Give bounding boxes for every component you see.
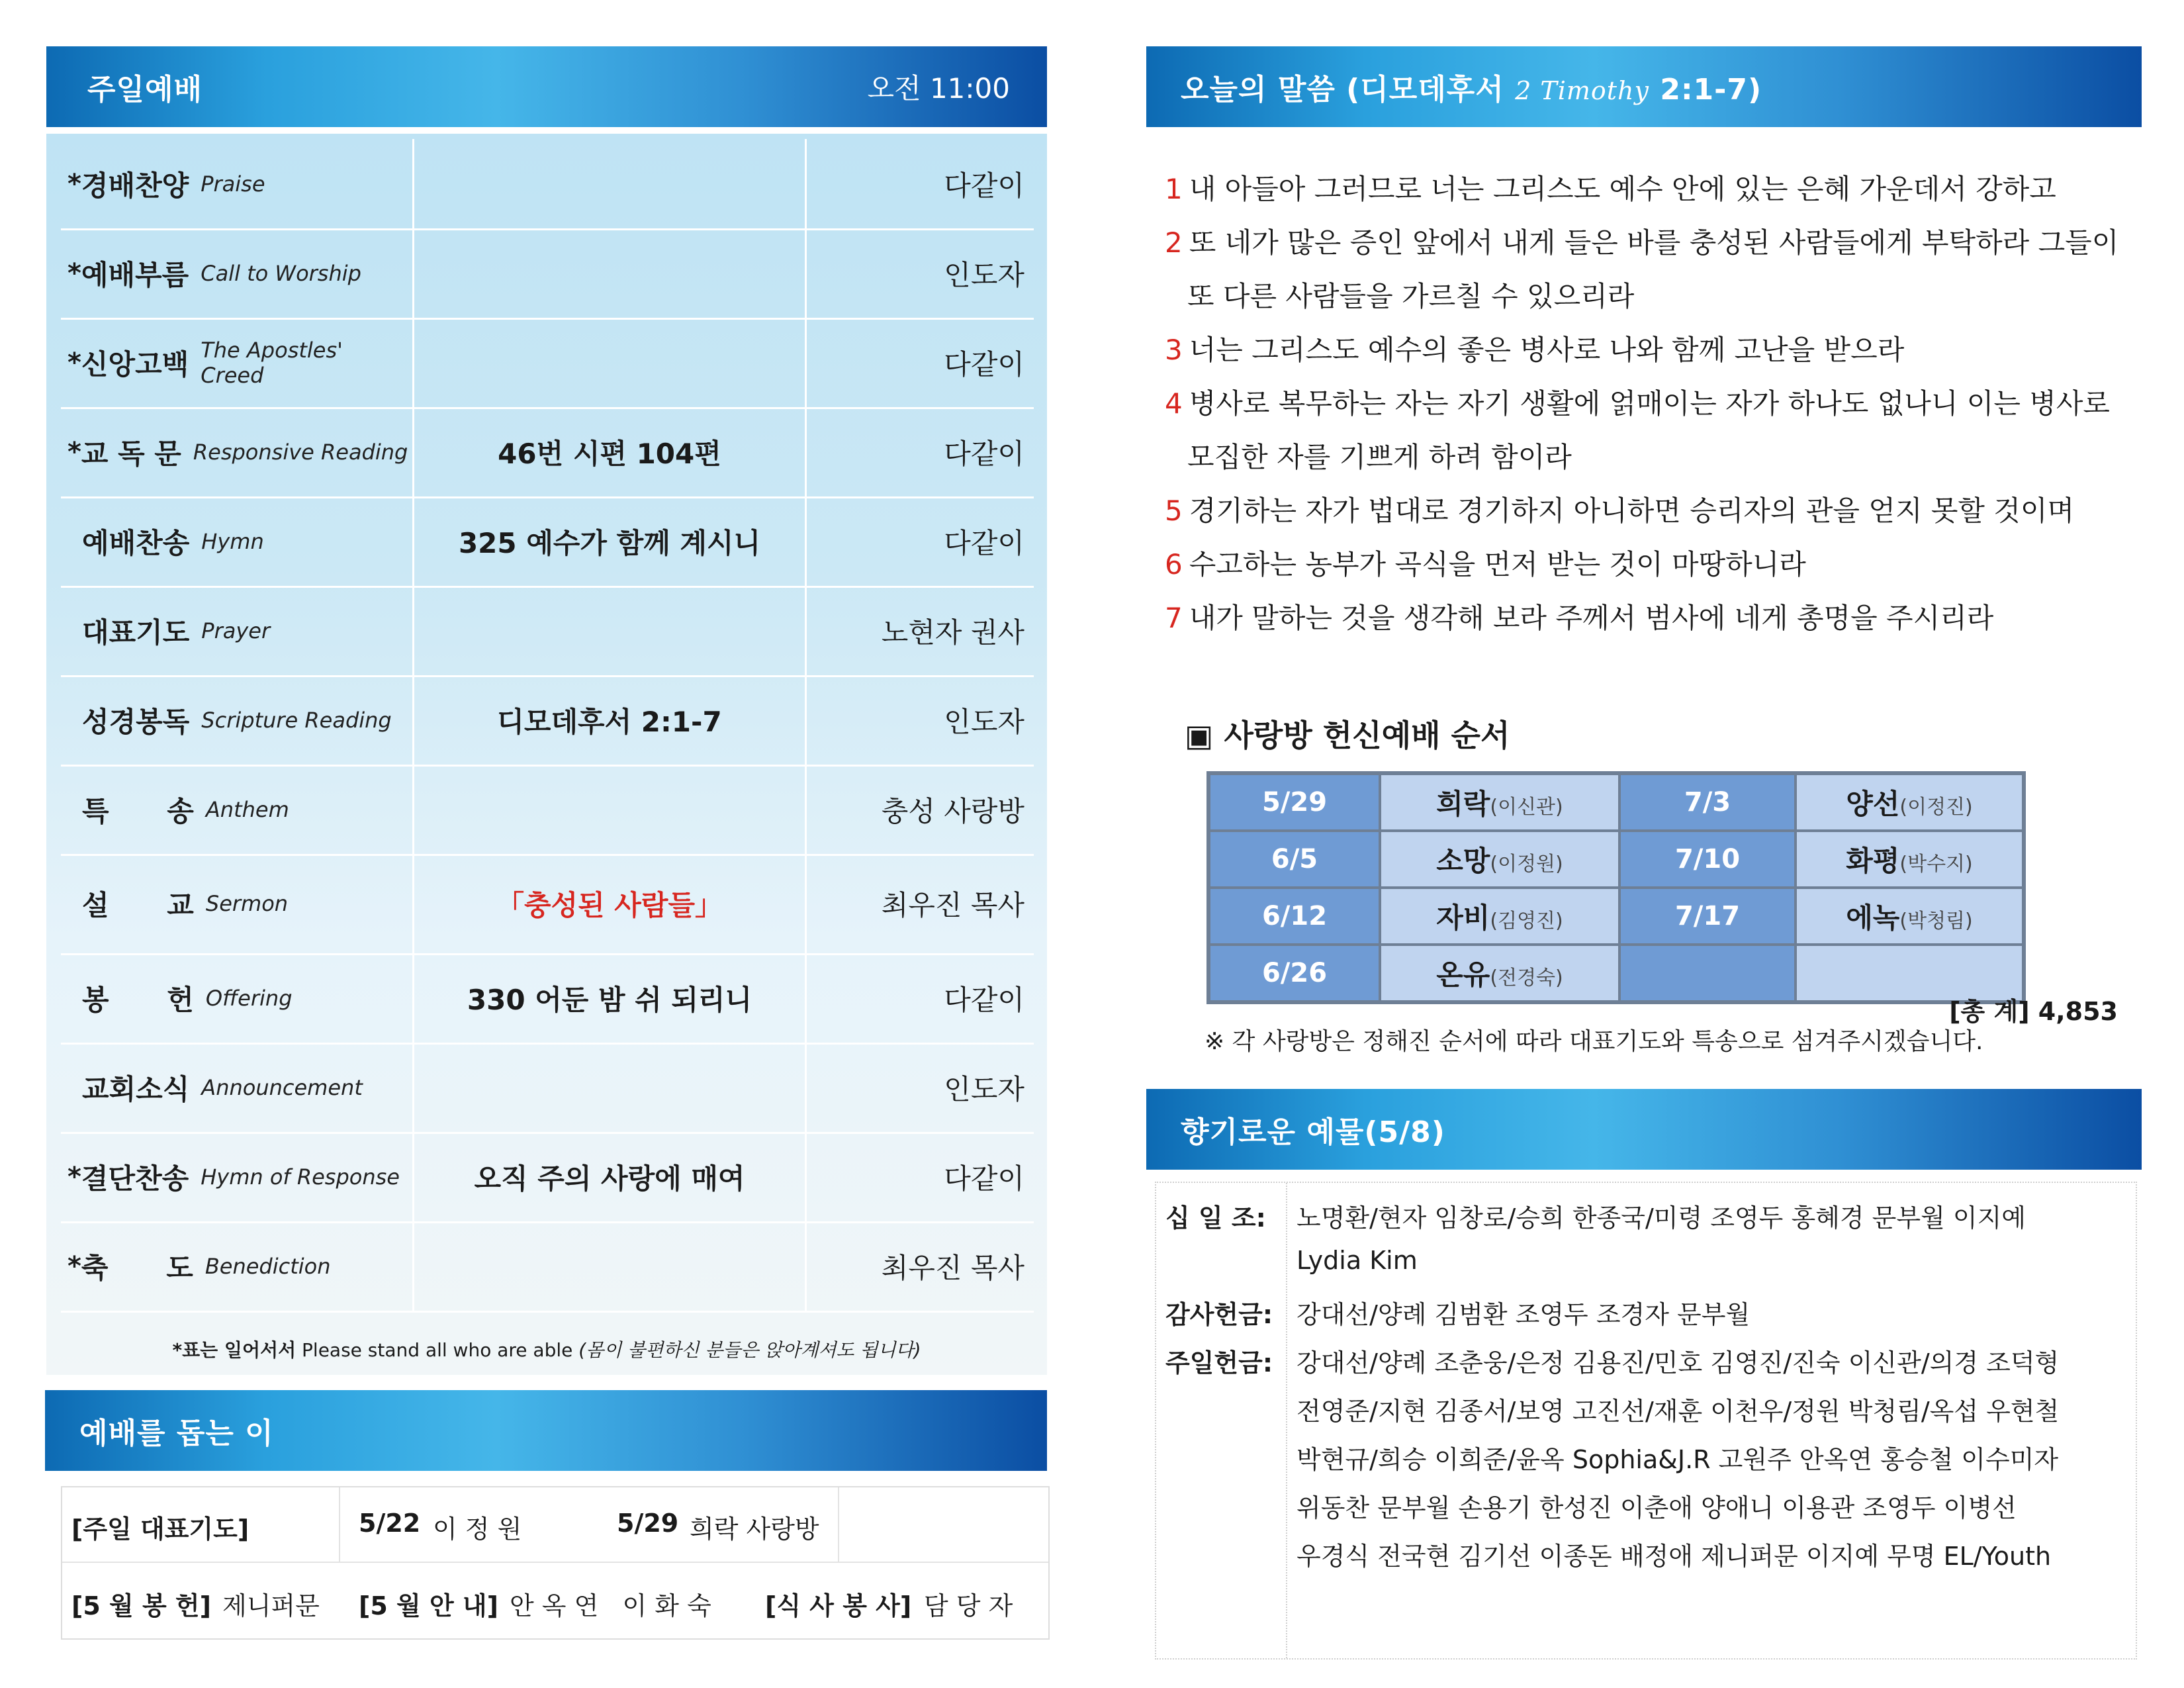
tithe-label: 십 일 조: — [1165, 1203, 1266, 1233]
standing-note-paren: (몸이 불편하신 분들은 앉아계셔도 됩니다) — [578, 1339, 921, 1361]
item-en: Announcement — [201, 1074, 363, 1100]
item-leader: 인도자 — [944, 705, 1024, 738]
helper-date-1: 5/22 — [359, 1509, 421, 1538]
item-en: Sermon — [205, 891, 289, 916]
scripture-title-ref: 2:1-7) — [1660, 73, 1762, 107]
thanks-label: 감사헌금: — [1165, 1300, 1273, 1329]
item-en: Offering — [205, 985, 293, 1011]
sunday-names: 우경식 전국현 김기선 이종돈 배정애 제니퍼문 이지예 무명 EL/Youth — [1297, 1542, 2052, 1571]
verse-line — [1165, 591, 2118, 645]
schedule-date: 5/29 — [1261, 787, 1328, 818]
item-ko: 결단찬송 — [81, 1162, 189, 1195]
item-ko: 대표기도 — [82, 616, 190, 649]
helpers-header — [45, 1390, 1047, 1471]
item-leader: 다같이 — [944, 526, 1024, 559]
verse-text: 병사로 복무하는 자는 자기 생활에 얽매이는 자가 하나도 없나니 이는 병사로 — [1189, 387, 2110, 420]
verse-number: 7 — [1165, 602, 1183, 634]
thanks-names: 강대선/양례 김범환 조영두 조경자 문부월 — [1297, 1300, 1751, 1329]
schedule-date-cell — [1619, 831, 1796, 888]
worship-item-name — [61, 953, 414, 1043]
schedule-group: 온유 — [1436, 959, 1490, 991]
verse-line — [1165, 269, 2118, 323]
helper-offering-label: [5 월 봉 헌] — [71, 1591, 211, 1620]
worship-header — [46, 46, 1047, 127]
item-detail — [414, 586, 807, 675]
item-en: Call to Worship — [201, 260, 361, 286]
item-en: Praise — [201, 171, 265, 197]
item-ko: 예배부름 — [81, 258, 189, 291]
schedule-date-cell — [1619, 773, 1796, 831]
schedule-group-cell — [1380, 888, 1619, 945]
sunday-names: 강대선/양례 조춘웅/은정 김용진/민호 김영진/진숙 이신관/의경 조덕형 — [1297, 1348, 2060, 1378]
schedule-group: 희락 — [1436, 788, 1490, 820]
item-ko: 예배찬송 — [82, 526, 190, 559]
helper-prayer-2: 희락 사랑방 — [690, 1515, 819, 1544]
worship-row — [61, 496, 1034, 588]
verse-number: 5 — [1165, 494, 1183, 527]
offering-header — [1146, 1089, 2142, 1170]
verse-number: 4 — [1165, 387, 1183, 420]
item-en: The Apostles' Creed — [201, 337, 343, 388]
schedule-date-cell — [1619, 945, 1796, 1002]
worship-item-name — [61, 1043, 414, 1132]
stand-marker: * — [68, 1161, 81, 1192]
verse-text: 너는 그리스도 예수의 좋은 병사로 나와 함께 고난을 받으라 — [1189, 334, 1905, 366]
helper-usher-value: 안 옥 연 이 화 숙 — [510, 1591, 711, 1620]
item-ko: 설 교 — [82, 889, 194, 921]
schedule-group-cell — [1380, 831, 1619, 888]
worship-time: 오전 11:00 — [867, 72, 1010, 105]
item-detail: 오직 주의 사랑에 매여 — [414, 1132, 807, 1221]
worship-row — [61, 1043, 1034, 1134]
schedule-group: 소망 — [1436, 845, 1490, 877]
schedule-group: 자비 — [1436, 902, 1490, 934]
item-detail: 325 예수가 함께 계시니 — [414, 496, 807, 586]
verse-text: 내 아들아 그러므로 너는 그리스도 예수 안에 있는 은혜 가운데서 강하고 — [1189, 173, 2056, 205]
helper-usher-label: [5 월 안 내] — [359, 1591, 498, 1620]
schedule-group-cell — [1380, 945, 1619, 1002]
worship-item-name — [61, 675, 414, 765]
schedule-leader: (박청림) — [1899, 910, 1973, 933]
verse-line — [1165, 430, 2118, 484]
helper-date-2: 5/29 — [617, 1509, 679, 1538]
stand-marker: * — [68, 347, 81, 378]
item-detail: 330 어둔 밤 쉬 되리니 — [414, 953, 807, 1043]
helper-meal-value: 담 당 자 — [924, 1591, 1013, 1620]
verse-text: 모집한 자를 기쁘게 하려 함이라 — [1187, 441, 1572, 473]
worship-item-name — [61, 854, 414, 953]
schedule-leader: (김영진) — [1490, 910, 1563, 933]
verse-line — [1165, 538, 2118, 591]
item-leader: 인도자 — [944, 1072, 1024, 1105]
worship-row — [61, 318, 1034, 409]
verse-number: 3 — [1165, 334, 1183, 366]
offering-title: 향기로운 예물(5/8) — [1181, 1115, 1445, 1149]
item-leader: 최우진 목사 — [881, 1251, 1024, 1284]
item-en: Anthem — [205, 796, 289, 822]
sunday-names: 박현규/희승 이희준/윤옥 Sophia&J.R 고원주 안옥연 홍승철 이수미자 — [1297, 1445, 2059, 1474]
worship-row — [61, 1221, 1034, 1313]
item-ko: 교 독 문 — [81, 437, 181, 470]
verse-line — [1165, 162, 2118, 216]
schedule-table — [1206, 771, 2026, 1004]
tithe-names: Lydia Kim — [1297, 1246, 1418, 1275]
standing-note-mark: *표는 일어서서 — [172, 1339, 296, 1361]
item-ko: 축 도 — [81, 1251, 193, 1284]
verse-line — [1165, 216, 2118, 269]
schedule-date: 6/26 — [1261, 958, 1328, 988]
sunday-names: 위동찬 문부월 손용기 한성진 이춘애 양애니 이용관 조영두 이병선 — [1297, 1493, 2017, 1523]
schedule-note: ※ 각 사랑방은 정해진 순서에 따라 대표기도와 특송으로 섬겨주시겠습니다. — [1205, 1028, 1983, 1055]
worship-row — [61, 1132, 1034, 1223]
stand-marker: * — [68, 1250, 81, 1282]
schedule-leader: (전경숙) — [1490, 966, 1563, 990]
item-en: Benediction — [205, 1253, 331, 1279]
verse-number: 6 — [1165, 548, 1183, 581]
scripture-header — [1146, 46, 2142, 127]
schedule-date: 7/3 — [1684, 787, 1731, 818]
helper-meal-label: [식 사 봉 사] — [765, 1591, 912, 1620]
item-ko: 교회소식 — [82, 1072, 190, 1105]
item-leader: 최우진 목사 — [881, 889, 1024, 921]
item-detail: 디모데후서 2:1-7 — [414, 675, 807, 765]
item-en: Hymn of Response — [201, 1164, 400, 1190]
worship-row — [61, 407, 1034, 498]
verse-text: 또 다른 사람들을 가르칠 수 있으리라 — [1187, 280, 1635, 312]
schedule-date-cell — [1208, 945, 1380, 1002]
verse-text: 수고하는 농부가 곡식을 먼저 받는 것이 마땅하니라 — [1189, 548, 1806, 581]
verse-text: 경기하는 자가 법대로 경기하지 아니하면 승리자의 관을 얻지 못할 것이며 — [1189, 494, 2075, 527]
item-leader: 충성 사랑방 — [881, 794, 1024, 827]
verse-line — [1165, 377, 2118, 430]
verse-number: 1 — [1165, 173, 1183, 205]
worship-item-name — [61, 228, 414, 318]
item-leader: 다같이 — [944, 983, 1024, 1016]
scripture-verses — [1165, 162, 2118, 645]
offering-total: [총 계] 4,853 — [1949, 997, 2118, 1026]
schedule-group-cell — [1796, 773, 2024, 831]
item-ko: 성경봉독 — [82, 705, 190, 738]
schedule-group: 화평 — [1846, 845, 1900, 877]
scripture-title — [1181, 66, 1762, 108]
item-detail: 「충성된 사람들」 — [414, 854, 807, 953]
schedule-date-cell — [1208, 888, 1380, 945]
worship-item-name — [61, 1221, 414, 1311]
schedule-group-cell — [1796, 888, 2024, 945]
item-detail — [414, 765, 807, 854]
helper-prayer-label: [주일 대표기도] — [71, 1515, 250, 1544]
item-detail — [414, 318, 807, 407]
item-ko: 특 송 — [82, 794, 194, 827]
schedule-group-cell — [1380, 773, 1619, 831]
item-detail — [414, 1221, 807, 1311]
worship-row — [61, 854, 1034, 955]
worship-order — [46, 134, 1047, 1375]
helpers-title: 예배를 돕는 이 — [79, 1417, 274, 1450]
item-en: Responsive Reading — [193, 439, 408, 465]
worship-item-name — [61, 765, 414, 854]
offering-list — [1155, 1182, 2137, 1660]
standing-note-en: Please stand all who are able — [302, 1339, 573, 1361]
schedule-leader: (이신관) — [1490, 796, 1563, 819]
helper-prayer-1: 이 정 원 — [433, 1515, 522, 1544]
item-leader: 다같이 — [944, 169, 1024, 202]
item-en: Prayer — [201, 618, 271, 643]
worship-item-name — [61, 318, 414, 407]
item-leader: 인도자 — [944, 258, 1024, 291]
schedule-date-cell — [1208, 773, 1380, 831]
helpers-table — [61, 1486, 1050, 1640]
schedule-date: 6/12 — [1261, 901, 1328, 931]
schedule-date: 6/5 — [1271, 844, 1318, 874]
verse-number: 2 — [1165, 226, 1183, 259]
helper-offering-value: 제니퍼문 — [222, 1591, 320, 1620]
worship-row — [61, 675, 1034, 767]
schedule-date-cell — [1619, 888, 1796, 945]
item-leader: 다같이 — [944, 1162, 1024, 1195]
item-leader: 다같이 — [944, 437, 1024, 470]
scripture-title-en: 2 Timothy — [1515, 76, 1650, 105]
item-en: Hymn — [201, 528, 264, 554]
tithe-names: 노명환/현자 임창로/승희 한종국/미령 조영두 홍혜경 문부월 이지예 — [1297, 1203, 2026, 1233]
verse-text: 또 네가 많은 증인 앞에서 내게 들은 바를 충성된 사람들에게 부탁하라 그들이 — [1189, 226, 2119, 259]
schedule-date-cell — [1208, 831, 1380, 888]
item-ko: 경배찬양 — [81, 169, 189, 202]
schedule-group-cell — [1796, 831, 2024, 888]
item-ko: 신앙고백 — [81, 348, 189, 381]
verse-line — [1165, 323, 2118, 377]
worship-row — [61, 953, 1034, 1045]
worship-row — [61, 139, 1034, 230]
item-leader: 노현자 권사 — [881, 616, 1024, 649]
schedule-leader: (이정원) — [1490, 853, 1563, 876]
stand-marker: * — [68, 436, 81, 467]
schedule-group: 양선 — [1846, 788, 1900, 820]
worship-title: 주일예배 — [87, 73, 203, 107]
worship-item-name — [61, 407, 414, 496]
schedule-date: 7/17 — [1674, 901, 1741, 931]
sunday-label: 주일헌금: — [1165, 1348, 1273, 1378]
worship-item-name — [61, 586, 414, 675]
item-detail — [414, 228, 807, 318]
worship-item-name — [61, 1132, 414, 1221]
schedule-leader: (박수지) — [1899, 853, 1973, 876]
worship-row — [61, 228, 1034, 320]
scripture-title-ko: 오늘의 말씀 (디모데후서 — [1181, 73, 1504, 107]
item-en: Scripture Reading — [201, 707, 392, 733]
item-detail — [414, 1043, 807, 1132]
schedule-group: 에녹 — [1846, 902, 1900, 934]
stand-marker: * — [68, 258, 81, 289]
stand-marker: * — [68, 168, 81, 199]
schedule-leader: (이정진) — [1899, 796, 1973, 819]
schedule-date: 7/10 — [1674, 844, 1741, 874]
worship-item-name — [61, 139, 414, 228]
worship-item-name — [61, 496, 414, 586]
standing-note — [46, 1336, 1047, 1362]
sunday-names: 전영준/지현 김종서/보영 고진선/재훈 이천우/정원 박청림/옥섭 우현철 — [1297, 1397, 2060, 1426]
verse-text: 내가 말하는 것을 생각해 보라 주께서 범사에 네게 총명을 주시리라 — [1189, 602, 1994, 634]
schedule-title: ▣ 사랑방 헌신예배 순서 — [1185, 718, 1510, 753]
item-detail — [414, 139, 807, 228]
item-detail: 46번 시편 104편 — [414, 407, 807, 496]
verse-line — [1165, 484, 2118, 538]
worship-row — [61, 586, 1034, 677]
worship-row — [61, 765, 1034, 856]
item-ko: 봉 헌 — [82, 983, 194, 1016]
item-leader: 다같이 — [944, 348, 1024, 381]
